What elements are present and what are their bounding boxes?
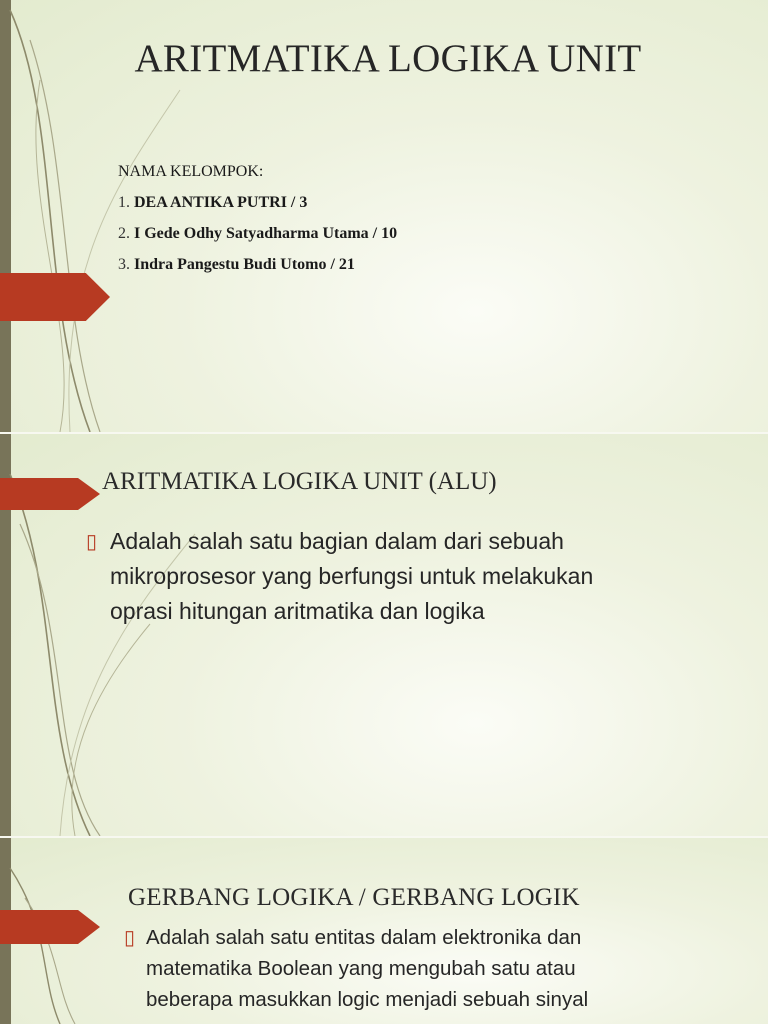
member-item xyxy=(118,191,397,222)
slide-title: GERBANG LOGIKA / GERBANG LOGIK xyxy=(128,884,580,911)
bullet-icon: ▯ xyxy=(124,927,136,949)
slide-title: ARITMATIKA LOGIKA UNIT xyxy=(134,37,642,80)
member-name: DEA ANTIKA PUTRI / 3 xyxy=(134,194,308,211)
member-item xyxy=(118,222,397,253)
bullet-item xyxy=(124,922,644,1015)
slide-1 xyxy=(0,0,768,432)
member-name: I Gede Odhy Satyadharma Utama / 10 xyxy=(134,225,398,242)
slide-3 xyxy=(0,838,768,1024)
bullet-text: Adalah salah satu entitas dalam elektronika dan matematika Boolean yang mengubah satu atau beberapa masukkan logic menjadi sebuah sinyal xyxy=(146,926,589,1011)
slide-2 xyxy=(0,434,768,836)
group-label: NAMA KELOMPOK: xyxy=(118,163,264,180)
member-number: 1. xyxy=(118,194,130,211)
slide-title: ARITMATIKA LOGIKA UNIT (ALU) xyxy=(102,468,497,495)
member-list xyxy=(118,160,397,284)
member-number: 2. xyxy=(118,225,130,242)
bullet-text: Adalah salah satu bagian dalam dari sebuah mikroprosesor yang berfungsi untuk melakukan oprasi hitungan aritmatika dan logika xyxy=(110,528,594,624)
member-number: 3. xyxy=(118,256,130,273)
member-name: Indra Pangestu Budi Utomo / 21 xyxy=(134,256,355,273)
bullet-item xyxy=(86,524,646,629)
member-item xyxy=(118,253,397,284)
bullet-icon: ▯ xyxy=(86,531,98,553)
